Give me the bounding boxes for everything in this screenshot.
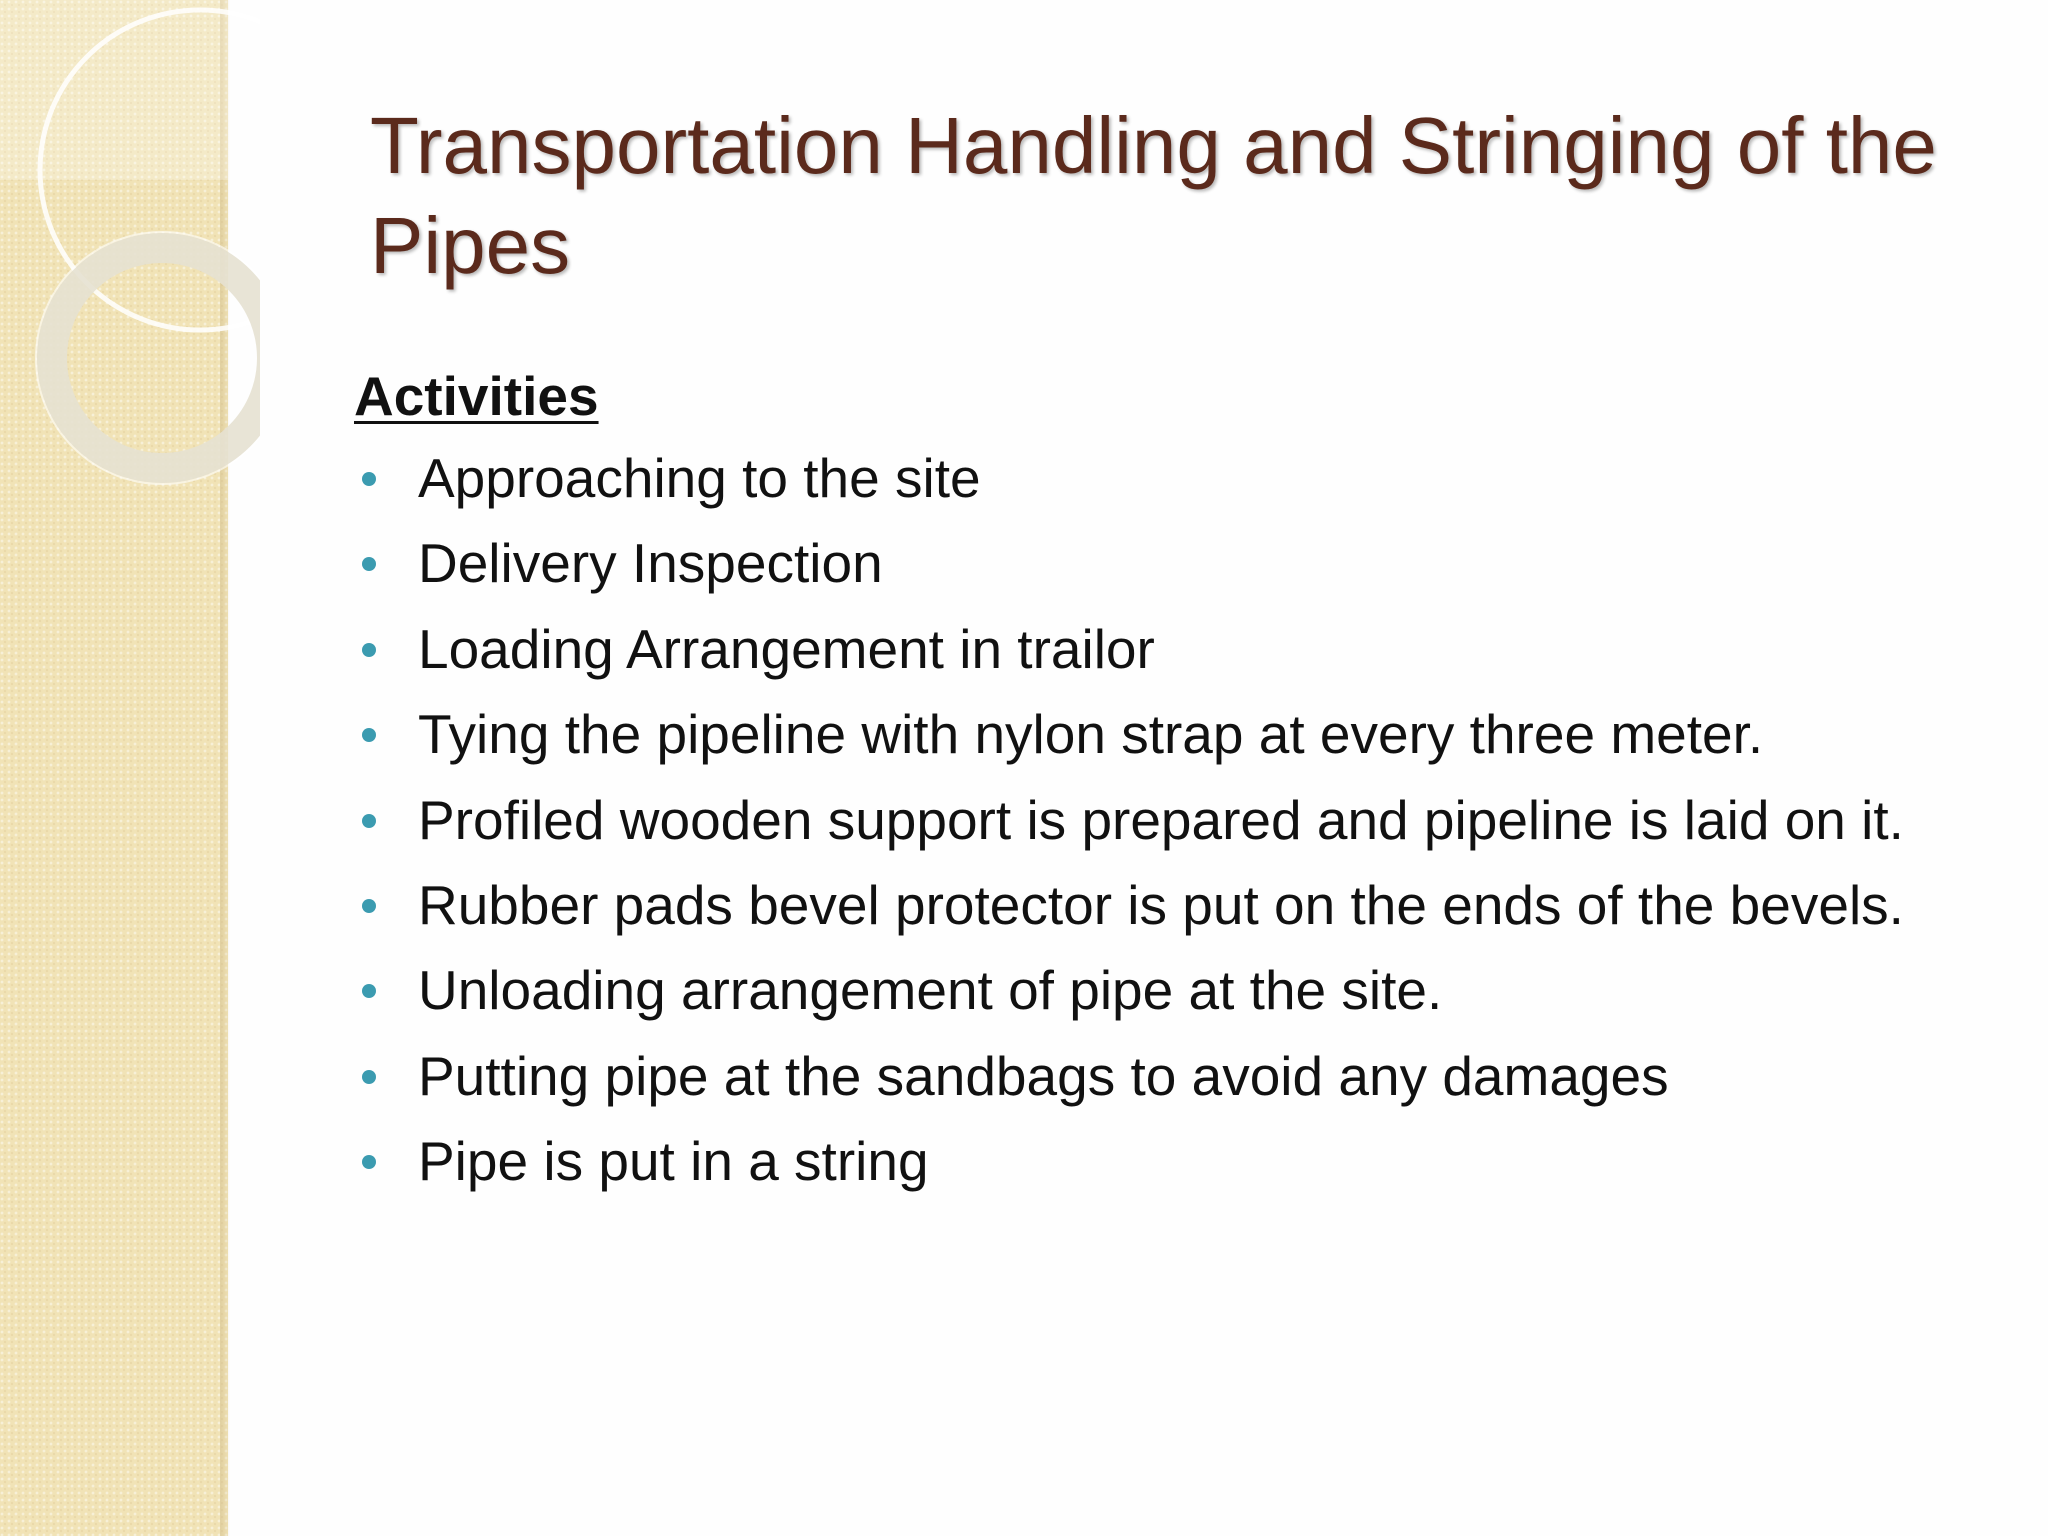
bullet-item	[354, 692, 2014, 777]
bullet-dot-icon	[362, 814, 376, 828]
bullet-text: Approaching to the site	[418, 447, 981, 509]
bullet-text: Profiled wooden support is prepared and pipeline is laid on it.	[418, 788, 1904, 851]
bullet-dot-icon	[362, 899, 376, 913]
small-ring-icon	[52, 248, 260, 468]
bullet-item	[354, 607, 2014, 692]
bullet-dot-icon	[362, 472, 376, 486]
bullet-dot-icon	[362, 643, 376, 657]
bullet-text: Tying the pipeline with nylon strap at every three meter.	[418, 703, 1764, 766]
decorative-light-block	[0, 0, 228, 180]
bullet-text: Putting pipe at the sandbags to avoid any damages	[418, 1044, 1669, 1107]
bullet-list	[354, 436, 2014, 1205]
bullet-item	[354, 863, 2014, 948]
slide-title: Transportation Handling and Stringing of the Pipes	[370, 101, 1937, 290]
bullet-text: Rubber pads bevel protector is put on the ends of the bevels.	[418, 874, 1904, 937]
bullet-dot-icon	[362, 984, 376, 998]
bullet-item	[354, 778, 2014, 863]
bullet-dot-icon	[362, 1070, 376, 1084]
bullet-item	[354, 1119, 2014, 1204]
bullet-text: Unloading arrangement of pipe at the site.	[418, 959, 1443, 1022]
decorative-rings	[0, 0, 260, 520]
section-heading: Activities	[354, 365, 599, 427]
bullet-text: Delivery Inspection	[418, 532, 883, 595]
bullet-item	[354, 521, 2014, 606]
bullet-dot-icon	[362, 1155, 376, 1169]
bullet-text: Pipe is put in a string	[418, 1130, 929, 1193]
bullet-dot-icon	[362, 728, 376, 742]
bullet-dot-icon	[362, 557, 376, 571]
bullet-text: Loading Arrangement in trailor	[418, 617, 1155, 680]
bullet-item	[354, 1034, 2014, 1119]
slide-content	[354, 356, 2014, 1205]
bullet-item	[354, 948, 2014, 1033]
bullet-item	[354, 436, 2014, 521]
